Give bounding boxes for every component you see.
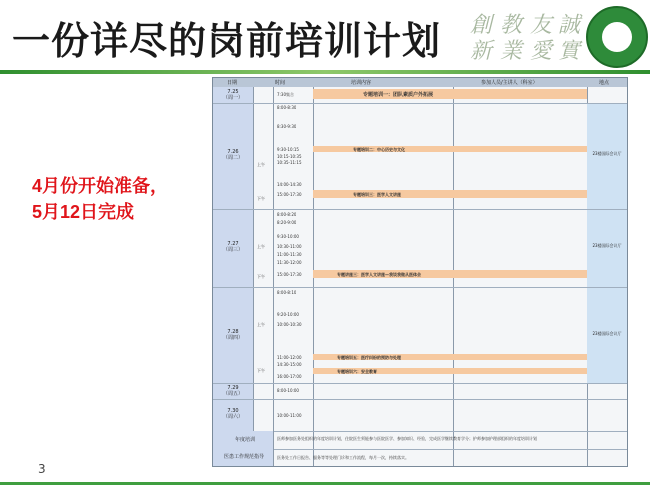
highlight-text: 专题培训三：医学人文讲座: [353, 192, 401, 197]
date-cell: [213, 103, 254, 209]
time-cell: 10:00-10:30: [277, 322, 302, 327]
time-cell: 9:30-10:15: [277, 147, 299, 152]
bottom-label-cell: [213, 431, 274, 449]
time-cell: 15:00-17:30: [277, 192, 302, 197]
time-cell: 14:00-14:30: [277, 182, 302, 187]
page-number: 3: [38, 462, 46, 476]
calligraphy-char: 愛: [530, 39, 553, 64]
highlight-text: 专题培训一：团队素质户外拓展: [363, 92, 434, 98]
time-cell: 14:30-15:00: [277, 362, 302, 367]
highlight-row: [313, 89, 587, 99]
time-cell: 9:20-10:00: [277, 312, 299, 317]
venue-cell: [587, 209, 627, 287]
date-label: 7.27 （周三）: [222, 241, 243, 253]
bottom-label-cell: [213, 449, 274, 466]
calligraphy-char: 友: [530, 13, 553, 38]
venue-label: 23楼国际会议厅: [592, 331, 622, 336]
bottom-label: 医患工作规范指导: [223, 454, 264, 460]
row-divider: [213, 449, 627, 454]
header-content: 培训内容: [351, 80, 372, 86]
time-cell: 7:30集合: [277, 92, 294, 97]
header-date: 日期: [227, 80, 238, 86]
completion-note: 5月12日完成: [32, 202, 135, 222]
time-cell: 9:30-10:00: [277, 234, 299, 239]
pm-label: 下午: [257, 274, 265, 279]
bottom-label: 年度培训: [234, 437, 255, 443]
calligraphy-char: 實: [558, 39, 581, 64]
date-label: 7.28 （周四）: [222, 329, 243, 341]
row-divider: [213, 103, 627, 108]
venue-label: 23楼国际会议厅: [592, 243, 622, 248]
training-schedule-table: [212, 77, 628, 467]
time-cell: 11:00-11:30: [277, 252, 302, 257]
row-divider: [213, 287, 627, 292]
pm-label: 下午: [257, 196, 265, 201]
time-cell: 16:00-17:00: [277, 374, 302, 379]
time-cell: 10:30-11:00: [277, 244, 302, 249]
highlight-text: 专题培训五：医疗纠纷的预防与处理: [337, 355, 401, 360]
calligraphy-char: 新: [470, 39, 493, 64]
bottom-text: 医师参加医务处组织的年度培训计划，住院医生须能参与医院医学、参加知识、经验，完成医学继续教育学分；护师参加护理部组织的年度培训计划: [277, 436, 537, 441]
highlight-text: 专题讲座三：医学人文讲座—我谈我做从医体会: [337, 272, 421, 277]
am-label: 上午: [257, 162, 265, 167]
am-label: 上午: [257, 244, 265, 249]
prep-start-note: 4月份开始准备，: [32, 176, 169, 196]
venue-cell: [587, 103, 627, 209]
date-label: 7.30 （周六）: [222, 408, 243, 420]
calligraphy-char: 創: [470, 13, 493, 38]
row-divider: [213, 399, 627, 404]
venue-label: 23楼国际会议厅: [592, 151, 622, 156]
time-cell: 8:00-8:20: [277, 212, 297, 217]
calligraphy-char: 業: [500, 39, 523, 64]
venue-cell: [587, 287, 627, 383]
date-label: 7.25 （周一）: [222, 89, 243, 101]
time-cell: 8:00-8:10: [277, 290, 297, 295]
highlight-text: 专题培训六：安全教育: [337, 369, 377, 374]
time-cell: 11:30-12:00: [277, 260, 302, 265]
time-cell: 8:00-10:00: [277, 388, 299, 393]
date-cell: [213, 287, 254, 383]
header-location: 地点: [599, 80, 610, 86]
header-time: 时间: [275, 80, 286, 86]
am-label: 上午: [257, 322, 265, 327]
time-cell: 10:00-11:00: [277, 413, 302, 418]
time-cell: 11:00-12:00: [277, 355, 302, 360]
date-cell: [213, 87, 254, 103]
row-divider: [213, 383, 627, 388]
row-divider: [213, 209, 627, 214]
calligraphy-char: 誠: [558, 13, 581, 38]
time-cell: 8:20-9:00: [277, 220, 297, 225]
slide-title: 一份详尽的岗前培训计划: [12, 19, 442, 63]
title-bar: [0, 0, 650, 68]
university-logo-icon: [586, 6, 648, 68]
time-cell: 15:00-17:30: [277, 272, 302, 277]
highlight-text: 专题培训二：中心历史与文化: [353, 147, 405, 152]
header-participants: 参加人员/主讲人（科室）: [481, 80, 538, 86]
time-cell: 10:35-11:15: [277, 160, 302, 165]
bottom-divider: [0, 482, 650, 485]
column-divider: [273, 87, 274, 466]
title-divider: [0, 70, 650, 74]
table-header: [213, 78, 627, 87]
date-label: 7.26 （周二）: [222, 149, 243, 161]
bottom-text: 医务处工作日报告、服务等等处理门诊和工作流程，每月一次，持续落实。: [277, 455, 409, 460]
column-divider: [253, 87, 254, 466]
time-cell: 10:15-10:35: [277, 154, 302, 159]
date-cell: [213, 209, 254, 287]
pm-label: 下午: [257, 368, 265, 373]
time-cell: 8:00-8:30: [277, 105, 297, 110]
calligraphy-char: 教: [500, 13, 523, 38]
time-cell: 8:30-9:30: [277, 124, 297, 129]
date-label: 7.29 （周五）: [222, 385, 243, 397]
